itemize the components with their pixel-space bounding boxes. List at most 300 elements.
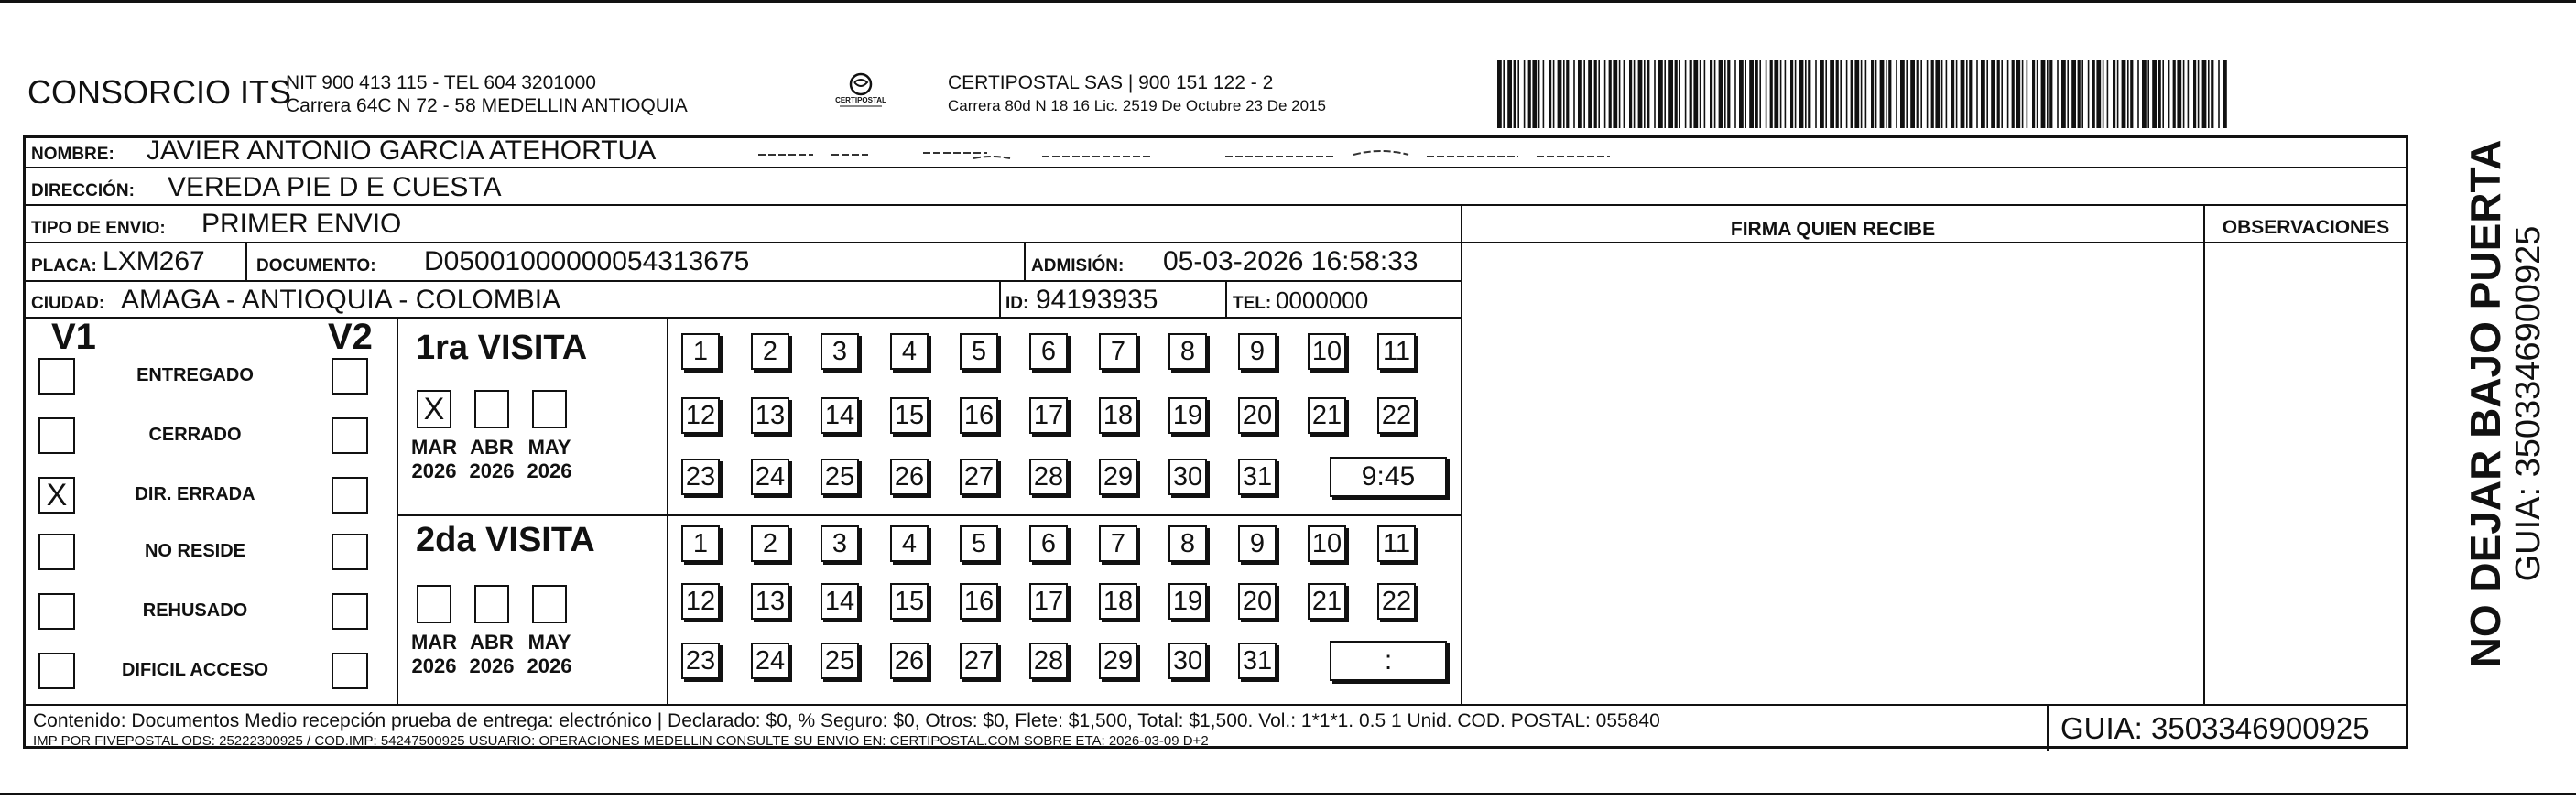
firma-header: FIRMA QUIEN RECIBE [1730, 219, 1936, 240]
barcode-bar [2130, 60, 2133, 128]
placa-divider [245, 242, 247, 280]
barcode-bar [1851, 60, 1853, 128]
handwritten-scribble [749, 146, 1619, 164]
barcode-bar [2177, 60, 2181, 128]
barcode-bar [2049, 60, 2052, 128]
barcode-bar [2198, 60, 2200, 128]
barcode-bar [1946, 60, 1948, 128]
barcode-bar [1871, 60, 1874, 128]
row-divider [26, 242, 2407, 243]
direccion-value: VEREDA PIE D E CUESTA [168, 172, 502, 202]
barcode-bar [1795, 60, 1797, 128]
barcode-bar [1700, 60, 1701, 128]
barcode-bar [1917, 60, 1919, 128]
side-guia: GUIA: 3503346900925 [2509, 225, 2548, 582]
visit1-month-box[interactable] [474, 390, 509, 428]
visit1-day-box[interactable]: 22 [1377, 397, 1416, 434]
barcode-bar [2081, 60, 2083, 128]
observaciones-header: OBSERVACIONES [2222, 217, 2390, 238]
barcode-bar [1766, 60, 1767, 128]
barcode-bar [1543, 60, 1545, 128]
direccion-label: DIRECCIÓN: [31, 181, 135, 200]
visit1-day-box[interactable]: 16 [960, 397, 998, 434]
documento-value: D05001000000054313675 [424, 246, 750, 276]
visit2-year-label: 2026 [469, 654, 515, 677]
barcode-bar [2127, 60, 2129, 128]
barcode [1497, 60, 2228, 128]
visit1-day-box[interactable]: 14 [821, 397, 859, 434]
status-label: NO RESIDE [144, 541, 246, 561]
visit2-day-box[interactable]: 12 [681, 583, 720, 620]
visit1-year-label: 2026 [411, 459, 457, 482]
barcode-bar [2103, 60, 2104, 128]
barcode-bar [1931, 60, 1934, 128]
footer-guia-divider [2047, 704, 2049, 751]
barcode-bar [1880, 60, 1885, 128]
visit2-day-box[interactable]: 1 [681, 525, 720, 562]
barcode-bar [1981, 60, 1985, 128]
barcode-bar [1553, 60, 1555, 128]
barcode-bar [1749, 60, 1754, 128]
visit2-day-box[interactable]: 3 [821, 525, 859, 562]
barcode-bar [1619, 60, 1621, 128]
row-divider [26, 204, 2407, 206]
visit2-day-box[interactable]: 27 [960, 643, 998, 679]
barcode-bar [1900, 60, 1905, 128]
barcode-bar [1774, 60, 1778, 128]
row-divider [26, 167, 2407, 168]
barcode-bar [1598, 60, 1600, 128]
page-top-rule [0, 0, 2576, 3]
barcode-bar [1941, 60, 1943, 128]
barcode-bar [1658, 60, 1663, 128]
barcode-bar [1690, 60, 1692, 128]
visit2-day-box[interactable]: 5 [960, 525, 998, 562]
visit1-day-box[interactable]: 30 [1168, 459, 1207, 495]
status-label: CERRADO [148, 425, 242, 445]
visit2-time-box[interactable]: : [1330, 641, 1447, 681]
v2-checkbox[interactable] [332, 593, 368, 630]
barcode-bar [2078, 60, 2081, 128]
visit2-day-box[interactable]: 13 [751, 583, 789, 620]
visit1-day-box[interactable]: 7 [1099, 333, 1137, 370]
barcode-bar [2137, 60, 2139, 128]
barcode-bar [1886, 60, 1887, 128]
barcode-bar [1920, 60, 1922, 128]
barcode-bar [2027, 60, 2028, 128]
barcode-bar [2096, 60, 2101, 128]
barcode-bar [1969, 60, 1972, 128]
visit2-year-label: 2026 [411, 654, 457, 677]
barcode-bar [1604, 60, 1606, 128]
visit1-day-box[interactable]: 20 [1238, 397, 1277, 434]
visit1-day-box[interactable]: 8 [1168, 333, 1207, 370]
visit1-day-box[interactable]: 10 [1308, 333, 1346, 370]
barcode-bar [1558, 60, 1562, 128]
id-value: 94193935 [1036, 285, 1158, 315]
admision-divider [1024, 242, 1026, 280]
barcode-bar [2057, 60, 2059, 128]
barcode-bar [1514, 60, 1516, 128]
barcode-bar [2047, 60, 2049, 128]
visit1-day-box[interactable]: 9 [1238, 333, 1277, 370]
certipostal-logo [829, 71, 893, 114]
barcode-bar [1836, 60, 1839, 128]
barcode-bar [1745, 60, 1746, 128]
footer-divider [26, 704, 2407, 706]
visit2-day-box[interactable]: 24 [751, 643, 789, 679]
visit2-day-box[interactable]: 2 [751, 525, 789, 562]
visit1-day-box[interactable]: 15 [890, 397, 929, 434]
visit1-day-box[interactable]: 21 [1308, 397, 1346, 434]
barcode-bar [1896, 60, 1897, 128]
barcode-bar [1951, 60, 1954, 128]
barcode-bar [2147, 60, 2149, 128]
barcode-bar [1815, 60, 1817, 128]
barcode-bar [1805, 60, 1807, 128]
visit1-time-box[interactable]: 9:45 [1330, 457, 1447, 497]
placa-label: PLACA: [31, 256, 97, 276]
visit2-day-box[interactable]: 6 [1029, 525, 1068, 562]
barcode-bar [1910, 60, 1915, 128]
barcode-bar [1724, 60, 1726, 128]
nombre-value: JAVIER ANTONIO GARCIA ATEHORTUA [147, 135, 657, 166]
v1-header: V1 [51, 317, 96, 357]
status-label: DIR. ERRADA [135, 484, 255, 504]
visit2-day-box[interactable]: 26 [890, 643, 929, 679]
visit2-day-box[interactable]: 22 [1377, 583, 1416, 620]
v2-checkbox[interactable] [332, 358, 368, 395]
placa-value: LXM267 [103, 246, 205, 276]
barcode-bar [1846, 60, 1848, 128]
tel-value: 0000000 [1276, 286, 1369, 314]
visit2-day-box[interactable]: 25 [821, 643, 859, 679]
barcode-bar [2193, 60, 2196, 128]
barcode-bar [1497, 60, 1502, 128]
visit1-title: 1ra VISITA [416, 329, 588, 367]
visit1-day-box[interactable]: 23 [681, 459, 720, 495]
barcode-bar [1578, 60, 1582, 128]
barcode-bar [1704, 60, 1706, 128]
visit2-day-box[interactable]: 11 [1377, 525, 1416, 562]
delivery-form [23, 135, 2408, 749]
barcode-bar [1693, 60, 1698, 128]
barcode-bar [2041, 60, 2046, 128]
barcode-bar [2168, 60, 2170, 128]
visit2-day-box[interactable]: 8 [1168, 525, 1207, 562]
barcode-bar [2107, 60, 2109, 128]
visit1-day-box[interactable]: 19 [1168, 397, 1207, 434]
barcode-bar [1517, 60, 1519, 128]
row-divider [26, 317, 1461, 319]
documento-label: DOCUMENTO: [256, 256, 376, 276]
barcode-bar [1719, 60, 1723, 128]
barcode-bar [2022, 60, 2024, 128]
barcode-bar [1927, 60, 1929, 128]
barcode-bar [1563, 60, 1565, 128]
company-info [286, 71, 688, 117]
visit1-day-box[interactable]: 12 [681, 397, 720, 434]
barcode-bar [1991, 60, 1995, 128]
row-divider [26, 280, 1461, 282]
visit1-day-box[interactable]: 17 [1029, 397, 1068, 434]
barcode-bar [1685, 60, 1687, 128]
visit2-title: 2da VISITA [416, 521, 595, 559]
courier-info [948, 71, 1326, 117]
barcode-bar [1524, 60, 1526, 128]
barcode-bar [1785, 60, 1787, 128]
visit1-day-box[interactable]: 29 [1099, 459, 1137, 495]
barcode-bar [1629, 60, 1632, 128]
visit2-month-box[interactable] [417, 585, 451, 623]
barcode-bar [1583, 60, 1585, 128]
barcode-bar [1906, 60, 1908, 128]
status-label: REHUSADO [142, 600, 248, 621]
courier-license-line: Carrera 80d N 18 16 Lic. 2519 De Octubre 23 De 2015 [948, 97, 1326, 114]
visit2-day-box[interactable]: 29 [1099, 643, 1137, 679]
firma-divider [1461, 204, 1462, 704]
visit2-month-label: MAR [410, 631, 458, 654]
barcode-bar [2092, 60, 2095, 128]
admision-value: 05-03-2026 16:58:33 [1163, 246, 1418, 276]
barcode-bar [1609, 60, 1612, 128]
visit2-day-box[interactable]: 19 [1168, 583, 1207, 620]
barcode-bar [1549, 60, 1551, 128]
visit2-day-box[interactable]: 7 [1099, 525, 1137, 562]
barcode-bar [1799, 60, 1804, 128]
visit1-month-box[interactable]: X [417, 390, 451, 428]
barcode-bar [1634, 60, 1636, 128]
visit2-day-box[interactable]: 10 [1308, 525, 1346, 562]
visit1-day-box[interactable]: 11 [1377, 333, 1416, 370]
barcode-bar [1830, 60, 1834, 128]
barcode-bar [1825, 60, 1827, 128]
barcode-bar [1507, 60, 1512, 128]
barcode-bar [2067, 60, 2069, 128]
barcode-bar [2183, 60, 2185, 128]
footer-content-line: Contenido: Documentos Medio recepción prueba de entrega: electrónico | Declarado: $0, % Seguro: $0, Otros: $0, Flete: $1,500, Total: $1,500. Vol.: 1*1*1. 0.5 1 Unid. COD. POSTAL: 055840 [33, 710, 1660, 731]
barcode-bar [1865, 60, 1867, 128]
month-divider [667, 317, 668, 704]
barcode-bar [1714, 60, 1716, 128]
barcode-bar [1647, 60, 1649, 128]
barcode-bar [2001, 60, 2003, 128]
barcode-bar [1588, 60, 1592, 128]
courier-nit-line: CERTIPOSTAL SAS | 900 151 122 - 2 [948, 72, 1274, 93]
ciudad-label: CIUDAD: [31, 294, 105, 313]
barcode-bar [1780, 60, 1782, 128]
barcode-bar [2088, 60, 2090, 128]
visit1-year-label: 2026 [469, 459, 515, 482]
visit1-day-box[interactable]: 31 [1238, 459, 1277, 495]
barcode-bar [2211, 60, 2213, 128]
visit1-year-label: 2026 [527, 459, 572, 482]
barcode-bar [2037, 60, 2038, 128]
visit2-day-box[interactable]: 31 [1238, 643, 1277, 679]
visit2-day-box[interactable]: 14 [821, 583, 859, 620]
barcode-bar [1875, 60, 1877, 128]
barcode-bar [2061, 60, 2066, 128]
v1-checkbox[interactable] [38, 358, 75, 395]
barcode-bar [1966, 60, 1968, 128]
visit2-day-box[interactable]: 15 [890, 583, 929, 620]
v1-checkbox[interactable] [38, 593, 75, 630]
v2-header: V2 [328, 317, 373, 357]
v1-checkbox[interactable] [38, 417, 75, 454]
visit2-year-label: 2026 [527, 654, 572, 677]
visit1-day-box[interactable]: 24 [751, 459, 789, 495]
visit2-day-box[interactable]: 16 [960, 583, 998, 620]
barcode-bar [1668, 60, 1673, 128]
barcode-bar [1935, 60, 1940, 128]
barcode-bar [1854, 60, 1859, 128]
visit2-month-label: ABR [470, 631, 514, 654]
visit1-day-box[interactable]: 25 [821, 459, 859, 495]
visit2-day-box[interactable]: 28 [1029, 643, 1068, 679]
company-address-line: Carrera 64C N 72 - 58 MEDELLIN ANTIOQUIA [286, 95, 688, 116]
barcode-bar [1638, 60, 1643, 128]
visit2-day-box[interactable]: 20 [1238, 583, 1277, 620]
barcode-bar [2142, 60, 2147, 128]
visit1-month-label: MAR [410, 436, 458, 459]
visit1-month-label: ABR [470, 436, 514, 459]
company-name: CONSORCIO ITS [27, 73, 292, 111]
barcode-bar [1976, 60, 1978, 128]
barcode-bar [2071, 60, 2076, 128]
barcode-bar [2218, 60, 2220, 128]
tel-label: TEL: [1233, 294, 1272, 313]
barcode-bar [2202, 60, 2207, 128]
barcode-bar [1727, 60, 1730, 128]
barcode-bar [1566, 60, 1569, 128]
visit1-day-box[interactable]: 27 [960, 459, 998, 495]
barcode-bar [2223, 60, 2227, 128]
v2-checkbox[interactable] [332, 417, 368, 454]
tel-divider [1225, 280, 1227, 317]
visit1-day-box[interactable]: 13 [751, 397, 789, 434]
barcode-bar [2158, 60, 2161, 128]
visit2-day-box[interactable]: 18 [1099, 583, 1137, 620]
barcode-bar [1755, 60, 1758, 128]
barcode-bar [1675, 60, 1678, 128]
barcode-bar [1986, 60, 1988, 128]
visit2-day-box[interactable]: 17 [1029, 583, 1068, 620]
id-divider [999, 280, 1001, 317]
visit2-month-box[interactable] [474, 585, 509, 623]
v2-checkbox[interactable] [332, 653, 368, 689]
tipo-envio-value: PRIMER ENVIO [201, 209, 402, 239]
barcode-bar [1654, 60, 1656, 128]
visit1-day-box[interactable]: 2 [751, 333, 789, 370]
visit1-day-box[interactable]: 1 [681, 333, 720, 370]
id-label: ID: [1005, 294, 1029, 313]
barcode-bar [1503, 60, 1505, 128]
observaciones-divider [2203, 204, 2205, 704]
barcode-bar [2162, 60, 2164, 128]
visit1-day-box[interactable]: 18 [1099, 397, 1137, 434]
barcode-bar [2122, 60, 2126, 128]
barcode-bar [1710, 60, 1712, 128]
barcode-bar [2012, 60, 2015, 128]
visit1-day-box[interactable]: 26 [890, 459, 929, 495]
barcode-bar [1538, 60, 1540, 128]
visit2-month-box[interactable] [532, 585, 567, 623]
barcode-bar [1613, 60, 1617, 128]
status-label: ENTREGADO [136, 365, 254, 385]
barcode-bar [1840, 60, 1842, 128]
barcode-bar [1624, 60, 1625, 128]
barcode-bar [2152, 60, 2157, 128]
visit2-day-box[interactable]: 23 [681, 643, 720, 679]
barcode-bar [1532, 60, 1537, 128]
status-divider [397, 317, 398, 704]
v2-checkbox[interactable] [332, 477, 368, 514]
visit2-month-label: MAY [527, 631, 571, 654]
v1-checkbox[interactable] [38, 534, 75, 570]
visit2-day-box[interactable]: 9 [1238, 525, 1277, 562]
visit1-day-box[interactable]: 4 [890, 333, 929, 370]
barcode-bar [1679, 60, 1680, 128]
v2-checkbox[interactable] [332, 534, 368, 570]
barcode-bar [1820, 60, 1824, 128]
barcode-bar [2188, 60, 2190, 128]
barcode-bar [1770, 60, 1773, 128]
logo-label: CERTIPOSTAL [835, 96, 886, 104]
visit1-day-box[interactable]: 28 [1029, 459, 1068, 495]
ciudad-value: AMAGA - ANTIOQUIA - COLOMBIA [121, 285, 561, 315]
barcode-bar [2208, 60, 2210, 128]
visit1-month-box[interactable] [532, 390, 567, 428]
barcode-bar [1956, 60, 1958, 128]
footer-print-line: IMP POR FIVEPOSTAL ODS: 25222300925 / COD.IMP: 54247500925 USUARIO: OPERACIONES MEDELLIN CONSULTE SU ENVIO EN: CERTIPOSTAL.COM SOBRE ETA: 2026-03-09 D+2 [33, 733, 1209, 749]
barcode-bar [2117, 60, 2119, 128]
nombre-label: NOMBRE: [31, 145, 114, 164]
page-bottom-rule [0, 793, 2576, 795]
barcode-bar [2016, 60, 2020, 128]
status-label: DIFICIL ACCESO [121, 660, 268, 680]
v1-checkbox[interactable]: X [38, 477, 75, 514]
barcode-bar [1739, 60, 1744, 128]
barcode-bar [1734, 60, 1736, 128]
side-warning: NO DEJAR BAJO PUERTA [2462, 139, 2509, 668]
barcode-bar [1573, 60, 1575, 128]
barcode-bar [1528, 60, 1531, 128]
visit1-day-box[interactable]: 5 [960, 333, 998, 370]
barcode-bar [2007, 60, 2009, 128]
company-nit-line: NIT 900 413 115 - TEL 604 3201000 [286, 72, 596, 93]
visit2-day-box[interactable]: 21 [1308, 583, 1346, 620]
barcode-bar [1961, 60, 1965, 128]
barcode-bar [1997, 60, 2000, 128]
visit2-day-box[interactable]: 30 [1168, 643, 1207, 679]
visit1-month-label: MAY [527, 436, 571, 459]
barcode-bar [1888, 60, 1891, 128]
barcode-bar [2032, 60, 2035, 128]
footer-guia: GUIA: 3503346900925 [2060, 711, 2370, 745]
visit1-day-box[interactable]: 3 [821, 333, 859, 370]
v1-checkbox[interactable] [38, 653, 75, 689]
barcode-bar [2113, 60, 2115, 128]
visit-divider [397, 514, 1461, 516]
barcode-bar [1759, 60, 1761, 128]
barcode-bar [1790, 60, 1793, 128]
visit2-day-box[interactable]: 4 [890, 525, 929, 562]
barcode-bar [1664, 60, 1666, 128]
visit1-day-box[interactable]: 6 [1029, 333, 1068, 370]
barcode-bar [1808, 60, 1810, 128]
admision-label: ADMISIÓN: [1031, 256, 1125, 276]
barcode-bar [1861, 60, 1863, 128]
